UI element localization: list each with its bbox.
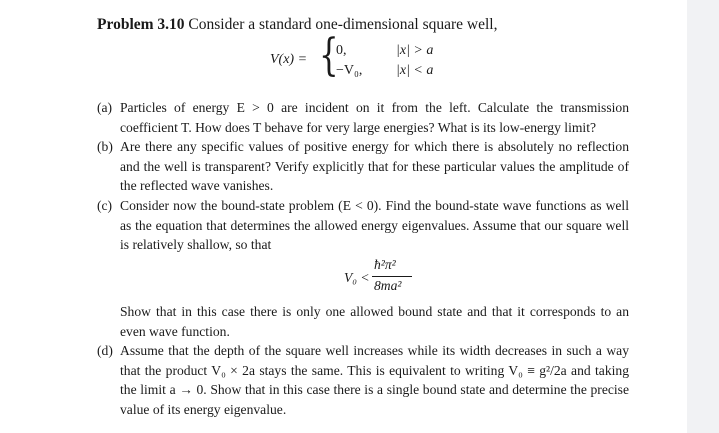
part-b-label: (b): [97, 139, 113, 154]
potential-equation: [270, 30, 530, 86]
part-c-label: (c): [97, 198, 113, 213]
part-c-text-after: Show that in this case there is only one allowed bound state and that it corresponds to an even wave function.: [120, 304, 629, 339]
part-b: [97, 137, 629, 196]
part-d-label: (d): [97, 343, 113, 358]
part-b-text: Are there any specific values of positive energy for which there is absolutely no reflection and the well is transparent? Verify explicitly that for these particular values the amplitude of the reflected wave vanishes.: [120, 139, 629, 193]
problem-heading: [97, 16, 497, 34]
brace-symbol: {: [319, 30, 339, 81]
case1-value: 0,: [336, 43, 347, 58]
part-d: [97, 341, 629, 419]
part-d-text: Assume that the depth of the square well increases while its width decreases in such a way that the product V₀ × 2a stays the same. This is equivalent to writing V₀ ≡ g²/2a and taking the limit a → 0. Show that in this case there is a single bound state and determine the precise value of its energy eigenvalue.: [120, 343, 629, 417]
formula-denominator: 8ma²: [374, 278, 402, 293]
part-a: [97, 98, 629, 137]
part-c-continued: [97, 302, 629, 341]
cut-off-next-line: [112, 428, 142, 433]
part-a-text: Particles of energy E > 0 are incident on it from the left. Calculate the transmission coefficient T. How does T behave for very large energies? What is its low-energy limit?: [120, 100, 629, 135]
shallow-well-condition: [344, 257, 434, 297]
formula-numerator: ħ²π²: [374, 257, 396, 272]
fraction-bar: [372, 276, 412, 277]
case1-condition: |x| > a: [396, 43, 434, 58]
part-a-label: (a): [97, 100, 113, 115]
formula-lhs: V₀ <: [344, 270, 370, 285]
case2-condition: |x| < a: [396, 63, 434, 78]
potential-lhs: V(x) =: [270, 52, 308, 67]
problem-label: Problem 3.10: [97, 16, 185, 33]
part-c: [97, 196, 629, 255]
scroll-gutter: [687, 0, 719, 433]
part-c-text: Consider now the bound-state problem (E < 0). Find the bound-state wave functions as well as the equation that determines the allowed energy eigenvalues. Assume that our square well is relatively shallow, so that: [120, 198, 629, 252]
problem-intro: Consider a standard one-dimensional square well,: [188, 16, 498, 33]
case2-value: −V₀,: [336, 63, 363, 78]
